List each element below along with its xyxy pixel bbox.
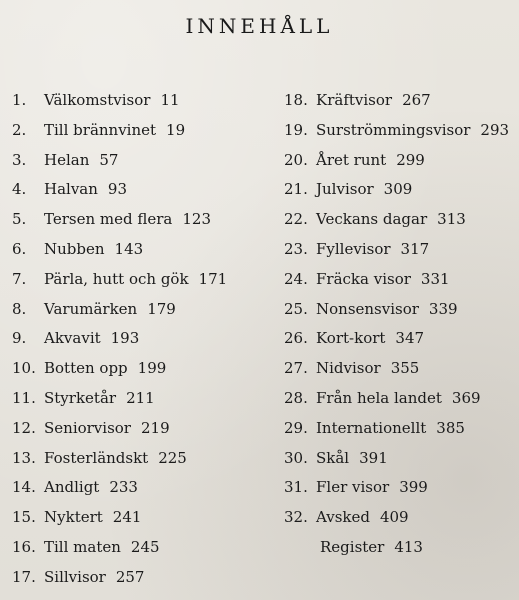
entry-page-number: 369: [451, 388, 481, 407]
entry-page-number: 399: [399, 478, 428, 497]
entry-page-number: 233: [109, 478, 138, 497]
entry-number: 28.: [284, 388, 308, 407]
entry-number: 29.: [284, 418, 308, 437]
entry-number: 15.: [12, 508, 36, 527]
entry-title: Andligt: [44, 478, 100, 497]
entry-number: 4.: [12, 180, 27, 199]
toc-entry: [12, 414, 262, 444]
entry-title: Botten opp: [44, 359, 128, 378]
entry-title: Pärla, hutt och gök: [44, 269, 189, 288]
entry-title: Kräftvisor: [316, 91, 393, 109]
entry-title: Nyktert: [44, 508, 103, 527]
entry-number: 30.: [284, 448, 308, 467]
entry-number: 25.: [284, 299, 308, 318]
entry-number: 23.: [284, 239, 308, 258]
entry-number: 24.: [284, 269, 308, 288]
toc-entry: [12, 384, 262, 414]
entry-number: 14.: [12, 478, 36, 497]
entry-page-number: 143: [114, 239, 144, 258]
toc-entry-register: [284, 533, 514, 563]
entry-page-number: 257: [115, 567, 145, 586]
toc-entry: [12, 533, 262, 563]
entry-page-number: 19: [166, 120, 186, 139]
entry-number: 5.: [12, 210, 27, 229]
entry-title: Nidvisor: [316, 359, 381, 378]
entry-page-number: 93: [107, 180, 127, 199]
toc-entry: [12, 563, 262, 593]
toc-entry: [12, 354, 262, 384]
entry-page-number: 267: [402, 91, 431, 109]
toc-column-right: [284, 86, 514, 563]
entry-title: Året runt: [316, 150, 387, 169]
toc-entry: [12, 175, 262, 205]
toc-entry: [284, 86, 514, 116]
entry-title: Register: [320, 537, 385, 556]
entry-page-number: 339: [428, 299, 458, 318]
entry-number: 1.: [12, 91, 27, 109]
toc-entry: [12, 86, 262, 116]
entry-page-number: 299: [396, 150, 425, 169]
entry-number: 11.: [12, 388, 36, 407]
entry-title: Halvan: [44, 180, 98, 199]
entry-page-number: 57: [99, 150, 119, 169]
entry-number: 8.: [12, 299, 27, 318]
toc-entry: [284, 116, 514, 146]
entry-page-number: 385: [436, 418, 465, 437]
toc-entry: [12, 444, 262, 474]
entry-page-number: 171: [198, 269, 228, 288]
toc-entry: [284, 354, 514, 384]
page-title: INNEHÅLL: [185, 14, 334, 38]
toc-entry: [12, 116, 262, 146]
entry-number: 31.: [284, 478, 308, 497]
entry-title: Helan: [44, 150, 90, 169]
entry-page-number: 317: [400, 239, 430, 258]
entry-page-number: 123: [182, 210, 211, 229]
entry-title: Internationellt: [316, 418, 427, 437]
entry-page-number: 313: [437, 210, 466, 229]
entry-number: 18.: [284, 91, 308, 109]
entry-page-number: 347: [395, 329, 425, 348]
entry-page-number: 193: [110, 329, 140, 348]
toc-entry: [284, 146, 514, 176]
toc-entry: [12, 146, 262, 176]
entry-page-number: 11: [160, 91, 180, 109]
entry-page-number: 241: [112, 508, 142, 527]
entry-page-number: 179: [147, 299, 176, 318]
entry-number: 17.: [12, 567, 36, 586]
toc-entry: [12, 324, 262, 354]
entry-title: Tersen med flera: [44, 210, 173, 229]
entry-page-number: 409: [379, 508, 409, 527]
toc-column-left: [12, 86, 262, 593]
entry-title: Akvavit: [44, 329, 101, 348]
entry-page-number: 293: [480, 120, 510, 139]
entry-number: 10.: [12, 359, 36, 378]
entry-number: 12.: [12, 418, 36, 437]
toc-entry: [284, 444, 514, 474]
entry-page-number: 355: [390, 359, 420, 378]
toc-entry: [12, 205, 262, 235]
toc-entry: [284, 235, 514, 265]
entry-number: 2.: [12, 120, 27, 139]
entry-title: Till brännvinet: [44, 120, 157, 139]
entry-title: Nonsensvisor: [316, 299, 419, 318]
entry-page-number: 413: [394, 537, 423, 556]
entry-number: 21.: [284, 180, 308, 199]
entry-number: 6.: [12, 239, 27, 258]
toc-entry: [12, 473, 262, 503]
entry-number: 27.: [284, 359, 308, 378]
entry-title: Från hela landet: [316, 388, 442, 407]
entry-page-number: 245: [130, 537, 160, 556]
entry-title: Välkomstvisor: [44, 91, 151, 109]
entry-number: 16.: [12, 537, 36, 556]
entry-number: 26.: [284, 329, 308, 348]
toc-entry: [284, 414, 514, 444]
entry-page-number: 225: [158, 448, 187, 467]
toc-entry: [12, 503, 262, 533]
entry-number: 22.: [284, 210, 308, 229]
toc-entry: [284, 384, 514, 414]
entry-title: Skål: [316, 448, 350, 467]
toc-entry: [284, 295, 514, 325]
toc-entry: [12, 265, 262, 295]
entry-page-number: 391: [359, 448, 388, 467]
entry-number: 20.: [284, 150, 308, 169]
entry-title: Sillvisor: [44, 567, 106, 586]
entry-title: Fosterländskt: [44, 448, 149, 467]
toc-entry: [284, 503, 514, 533]
entry-title: Seniorvisor: [44, 418, 131, 437]
entry-page-number: 219: [140, 418, 170, 437]
entry-title: Till maten: [44, 537, 121, 556]
entry-page-number: 211: [126, 388, 155, 407]
entry-number: 19.: [284, 120, 308, 139]
entry-number: 3.: [12, 150, 27, 169]
entry-page-number: 331: [420, 269, 450, 288]
toc-entry: [284, 473, 514, 503]
entry-title: Styrketår: [44, 388, 117, 407]
entry-number: 9.: [12, 329, 27, 348]
toc-entry: [284, 265, 514, 295]
entry-title: Fyllevisor: [316, 239, 391, 258]
entry-title: Kort-kort: [316, 329, 386, 348]
entry-title: Nubben: [44, 239, 105, 258]
entry-number: 13.: [12, 448, 36, 467]
entry-page-number: 309: [383, 180, 413, 199]
entry-number: 7.: [12, 269, 27, 288]
toc-entry: [12, 235, 262, 265]
toc-entry: [12, 295, 262, 325]
entry-title: Fräcka visor: [316, 269, 411, 288]
toc-entry: [284, 324, 514, 354]
entry-page-number: 199: [137, 359, 167, 378]
toc-entry: [284, 205, 514, 235]
entry-title: Varumärken: [44, 299, 138, 318]
entry-title: Julvisor: [316, 180, 374, 199]
entry-title: Veckans dagar: [316, 210, 428, 229]
entry-number: 32.: [284, 508, 308, 527]
entry-title: Avsked: [316, 508, 370, 527]
entry-title: Surströmmingsvisor: [316, 120, 471, 139]
entry-title: Fler visor: [316, 478, 390, 497]
toc-entry: [284, 175, 514, 205]
